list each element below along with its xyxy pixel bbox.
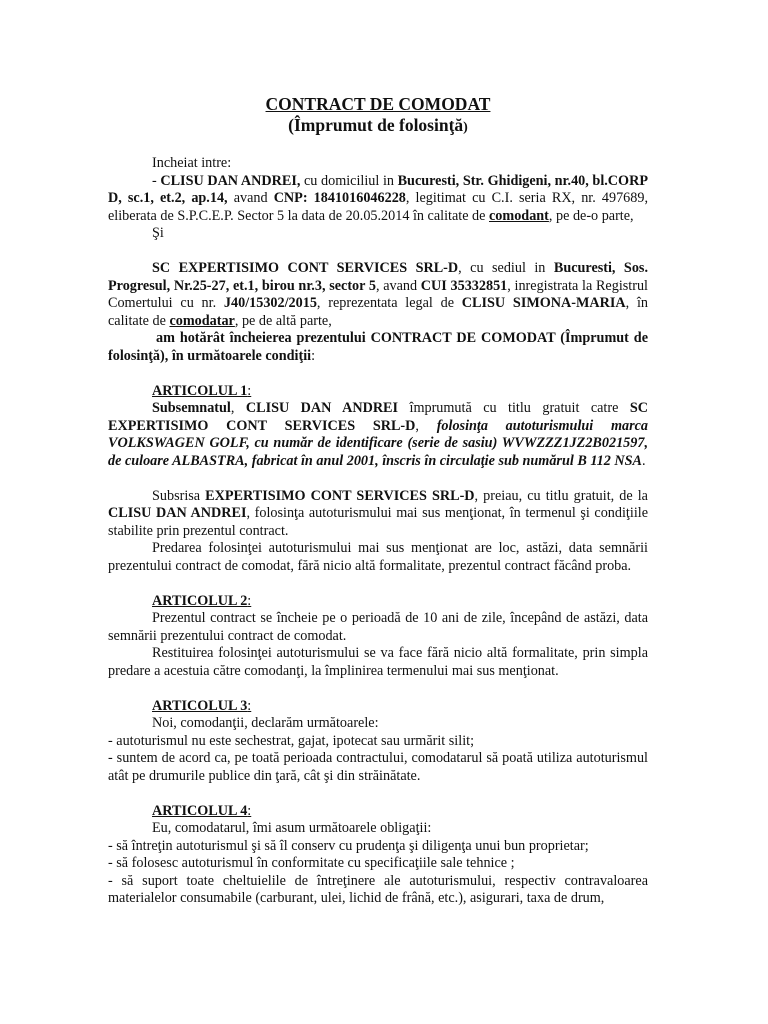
article-3-item: - autoturismul nu este sechestrat, gajat, ipotecat sau urmărit silit; <box>108 732 475 749</box>
document-subtitle <box>108 115 648 138</box>
party1-address: Bucuresti, Str. Ghidigeni, nr.40, bl.CORP D, sc.1, et.2, ap.14, <box>108 172 649 206</box>
party1-role: comodant <box>489 207 549 224</box>
si-line: Şi <box>152 225 164 241</box>
party2-name: SC EXPERTISIMO CONT SERVICES SRL-D <box>152 260 459 276</box>
article-3-lead: Noi, comodanţii, declarăm următoarele: <box>152 715 379 731</box>
party1-paragraph: - CLISU DAN ANDREI, cu domiciliul in Bucuresti, Str. Ghidigeni, nr.40, bl.CORP D, sc.1, et.2, ap.14, avand CNP: 1841016046228, legitimat cu C.I. seria RX, nr. 497689, eliberata de S.P.C.E.P. Sector 5 la data de 20.05.2014 în calitate de comodant, pe de-o parte, <box>108 172 649 224</box>
party1-name: CLISU DAN ANDREI, <box>160 172 301 189</box>
vehicle-description: folosinţa autoturismului marca VOLKSWAGEN GOLF, cu număr de identificare (serie de sasiu) WVWZZZ1JZ2B021597, de culoare ALBASTRA, fabricat în anul 2001, înscris în circulaţie sub numărul B 112 NSA <box>108 417 649 469</box>
article-2-paragraph-2: Restituirea folosinţei autoturismului se va face fără nicio altă formalitate, prin simpla predare a acestuia către comodanţi, la împlinirea termenului mai sus menţionat. <box>108 645 648 679</box>
article-4-heading: ARTICOLUL 4: <box>152 802 252 819</box>
article-4-item: - să întreţin autoturismul şi să îl conserv cu prudenţa şi diligenţa unui bun proprietar; <box>108 837 589 854</box>
article-1-heading: ARTICOLUL 1: <box>152 382 252 399</box>
article-1-paragraph-2: Subsrisa EXPERTISIMO CONT SERVICES SRL-D, preiau, cu titlu gratuit, de la CLISU DAN ANDREI, folosinţa autoturismului mai sus menţionat, în termenul şi condiţiile stabilite prin prezentul contract. <box>108 487 648 539</box>
article-4-item: - să suport toate cheltuielile de întreţinere ale autoturismului, respectiv contravaloarea materialelor consumabile (carburant, ulei, lichid de frână, etc.), asigurari, taxa de drum, <box>108 872 648 906</box>
party2-paragraph: SC EXPERTISIMO CONT SERVICES SRL-D, cu sediul in Bucuresti, Sos. Progresul, Nr.25-27, et.1, birou nr.3, sector 5, avand CUI 35332851, inregistrata la Registrul Comertului cu nr. J40/15302/2015, reprezentata legal de CLISU SIMONA-MARIA, în calitate de comodatar, pe de altă parte, <box>108 260 648 329</box>
document-title: CONTRACT DE COMODAT <box>265 94 491 114</box>
party1-cnp: CNP: 1841016046228 <box>273 190 406 206</box>
article-3-item: - suntem de acord ca, pe toată perioada contractului, comodatarul să poată utiliza autoturismul atât pe drumurile publice din ţară, cât şi din străinătate. <box>108 750 648 784</box>
party2-representative: CLISU SIMONA-MARIA <box>461 295 626 311</box>
subtitle-text: (Împrumut de folosinţă <box>288 115 464 135</box>
party2-address: Bucuresti, Sos. Progresul, Nr.25-27, et.1, birou nr.3, sector 5 <box>108 260 648 294</box>
article-4-item: - să folosesc autoturismul în conformitate cu specificaţiile sale tehnice ; <box>108 855 515 871</box>
article-3-heading: ARTICOLUL 3: <box>152 697 252 714</box>
article-2-paragraph-1: Prezentul contract se încheie pe o perioadă de 10 ani de zile, începând de astăzi, data semnării prezentului contract de comodat. <box>108 610 648 644</box>
decision-paragraph: am hotărât încheierea prezentului CONTRACT DE COMODAT (Împrumut de folosinţă), în următoarele condiţii: <box>108 330 648 364</box>
party2-registration: J40/15302/2015 <box>223 295 317 311</box>
article-1-paragraph-3: Predarea folosinţei autoturismului mai sus menţionat are loc, astăzi, data semnării prezentului contract de comodat, fără nicio altă formalitate, prezentul contract făcând proba. <box>108 540 648 574</box>
contract-page <box>108 94 648 908</box>
article-4-lead: Eu, comodatarul, îmi asum următoarele obligaţii: <box>152 820 432 836</box>
party2-role: comodatar <box>169 312 235 329</box>
article-2-heading: ARTICOLUL 2: <box>152 592 252 609</box>
subtitle-paren: ) <box>463 120 468 135</box>
party2-cui: CUI 35332851 <box>420 277 508 294</box>
intro-line: Incheiat intre: <box>152 155 232 171</box>
article-1-paragraph-1: Subsemnatul, CLISU DAN ANDREI împrumută cu titlu gratuit catre SC EXPERTISIMO CONT SERVICES SRL-D, folosinţa autoturismului marca VOLKSWAGEN GOLF, cu număr de identificare (serie de sasiu) WVWZZZ1JZ2B021597, de culoare ALBASTRA, fabricat în anul 2001, înscris în circulaţie sub numărul B 112 NSA. <box>108 400 649 469</box>
